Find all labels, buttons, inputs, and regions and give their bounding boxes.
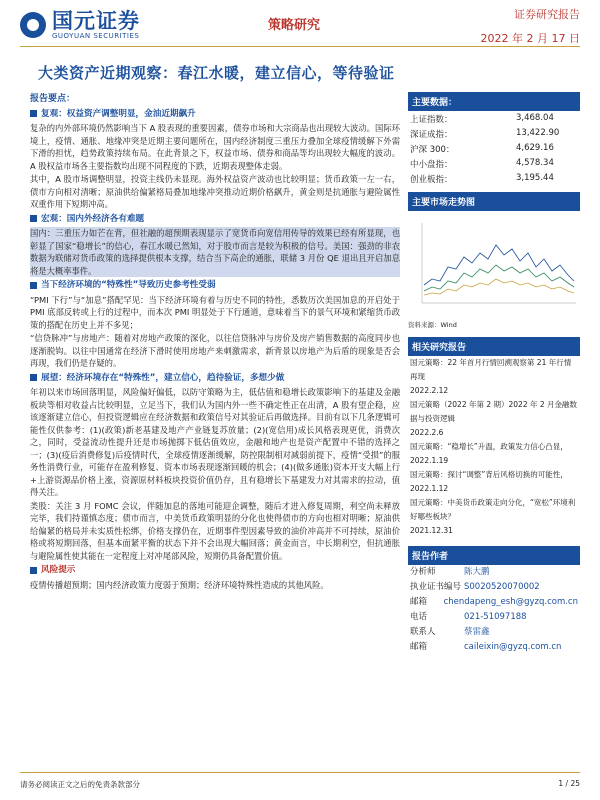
analyst-row xyxy=(410,565,578,580)
analyst-row xyxy=(410,625,578,640)
related-title: 国元策略：22 年首月行情回溯观察第 21 年行情再现 xyxy=(410,358,572,381)
chart-header: 主要市场走势图 xyxy=(408,192,580,211)
paragraph: “PMI 下行”与“加息”搭配罕见：当下经济环境有着与历史不同的特性，悉数历次美国加息的开启处于 PMI 底部反转或上行的过程中，而本次 PMI 明显处于下行通道，意味着当下的景气环境和紧缩货币政策的搭配在历史上并不多见； xyxy=(30,294,400,330)
chart-source: 资料来源：Wind xyxy=(408,321,457,329)
bullet-icon xyxy=(30,282,37,289)
report-title: 大类资产近期观察：春江水暖，建立信心，等待验证 xyxy=(38,64,395,82)
bullet-icon xyxy=(30,215,37,222)
analyst-key: 邮箱 xyxy=(410,597,428,607)
related-date: 2022.2.12 xyxy=(410,386,449,395)
index-value: 3,195.44 xyxy=(516,173,554,183)
analyst-key: 执业证书编号 xyxy=(410,582,462,592)
analyst-row xyxy=(410,610,578,625)
paragraph: 复杂的内外部环境仍然影响当下 A 股表现的重要因素，债券市场和大宗商品也出现较大波动。国际环境上，疫情、通胀、地缘冲突是近期主要问题所在，国内经济制度三重压力叠加全球疫情缓解下外需下滑的担忧，趋势政策持续布局。在此背景之下，权益市场、债券和商品等均出现较大幅度的波动。A 股权益市场各主要指数均出现不同程度的下跌，近期表现整体走弱。 xyxy=(30,123,400,171)
paragraph: 类股：关注 3 月 FOMC 会议，伴随加息的落地可能迎企调整，随后才进入修复周期，利空尚未释放完毕，我们持谨慎态度；债市而言，中美货币政策明显的分化也使得债市的方向也相对明晰；原油供给偏紧的格局并未实质性松绑，价格支撑仍在，近期事件型因素导致的油价冲高并不可持续，原油价格或将短期回落，但基本面紧平衡的状态下并不会出现大幅回落；黄金而言，中长期利空，但抗通胀与避险属性使其能在一定程度上对冲尾部风险，短期仍具备配置价值。 xyxy=(30,500,400,561)
data-header: 主要数据： xyxy=(408,92,580,111)
company-logo xyxy=(20,10,140,40)
analyst-key: 邮箱 xyxy=(410,642,428,652)
analyst-row xyxy=(410,580,578,595)
trend-line-gold xyxy=(424,279,574,295)
analyst-key: 分析师 xyxy=(410,567,436,577)
section-heading: 宏观：国内外经济各有难题 xyxy=(30,213,400,226)
logo-icon xyxy=(20,12,46,38)
related-list xyxy=(408,356,580,538)
index-row xyxy=(408,126,580,141)
sidebar xyxy=(408,92,580,655)
page-footer xyxy=(20,772,580,790)
report-type: 策略研究 xyxy=(268,18,321,33)
analyst-value: chendapeng_esh@gyzq.com.cn xyxy=(443,597,578,607)
related-date: 2022.1.12 xyxy=(410,484,449,493)
index-row xyxy=(408,141,580,156)
analyst-value: 陈大鹏 xyxy=(464,567,490,577)
related-title: 国元策略：探讨“调整”背后风格切换的可能性， xyxy=(410,470,568,479)
header-divider xyxy=(20,46,580,47)
summary-label: 报告要点： xyxy=(30,94,76,104)
bullet-icon xyxy=(30,567,37,574)
related-header: 相关研究报告 xyxy=(408,337,580,356)
logo-en: GUOYUAN SECURITIES xyxy=(52,32,140,40)
index-list xyxy=(408,111,580,186)
paragraph: 疫情传播超预期；国内经济政策力度弱于预期；经济环境特殊性造成的其他风险。 xyxy=(30,579,329,590)
related-report[interactable] xyxy=(408,356,580,398)
market-trend-chart xyxy=(408,215,580,315)
report-date: 2022 年 2 月 17 日 xyxy=(480,32,580,45)
index-name: 深证成指： xyxy=(410,130,453,140)
page-number: 1 / 25 xyxy=(558,779,580,788)
related-title: 国元策略（2022 年第 2 期）2022 年 2 月金融数据与投资逻辑 xyxy=(410,400,578,423)
index-name: 上证指数： xyxy=(410,115,453,125)
paragraph: “信贷脉冲”与房地产：随着对房地产政策的深化，以往信贷脉冲与房价及房产销售数据的高度同步也逐渐脱钩。以往中国通常在经济下滑时使用房地产来刺激需求，新背景以房地产为后盾的现象是否会再现，我们仍是存疑的。 xyxy=(30,333,400,368)
logo-cn: 国元证券 xyxy=(52,9,140,33)
bullet-icon xyxy=(30,374,37,381)
related-date: 2022.1.19 xyxy=(410,456,449,465)
section-heading: 展望：经济环境存在“特殊性”，建立信心，趋待验证，多想少做 xyxy=(30,372,400,385)
related-report[interactable] xyxy=(408,496,580,538)
summary-column xyxy=(30,92,400,592)
related-title: 国元策略：“稳增长”升温，政策发力信心凸显， xyxy=(410,442,568,451)
section-heading: 复观：权益资产调整明显，金油近期飙升 xyxy=(30,108,400,121)
analyst-list xyxy=(408,565,580,655)
index-value: 4,629.16 xyxy=(516,143,554,153)
related-report[interactable] xyxy=(408,440,580,468)
related-title: 国元策略：中美货币政策走向分化，“宽松”环境利好哪些板块？ xyxy=(410,498,576,521)
disclaimer: 请务必阅读正文之后的免责条款部分 xyxy=(20,780,140,789)
index-name: 创业板指： xyxy=(410,175,453,185)
analyst-row xyxy=(410,595,578,610)
index-name: 沪深 300： xyxy=(410,145,455,155)
trend-line-blue xyxy=(424,245,574,285)
index-value: 4,578.34 xyxy=(516,158,554,168)
paragraph: 其中，A 股市场调整明显，投资主线仍未显现。海外权益资产波动也比较明显；货币政策一左一右，债市方向相对清晰；原油供给偏紧格局叠加地缘冲突推动近期价格飙升，黄金则是抗通胀与避险属性双重作用下短期冲高。 xyxy=(30,174,400,209)
index-name: 中小盘指： xyxy=(410,160,453,170)
bullet-icon xyxy=(30,110,37,117)
index-row xyxy=(408,111,580,126)
analyst-value: caileixin@gyzq.com.cn xyxy=(464,642,562,652)
report-label: 证券研究报告 xyxy=(514,8,580,21)
analyst-key: 联系人 xyxy=(410,627,436,637)
analyst-value: 蔡雷鑫 xyxy=(464,627,490,637)
section-heading: 当下经济环境的“特殊性”导致历史参考性受弱 xyxy=(30,279,400,292)
related-report[interactable] xyxy=(408,398,580,440)
index-row xyxy=(408,156,580,171)
index-value: 3,468.04 xyxy=(516,113,554,123)
related-date: 2022.2.6 xyxy=(410,428,444,437)
section-heading: 风险提示 xyxy=(30,564,400,577)
page-header xyxy=(0,0,600,48)
paragraph: 国内：三重压力如芒在背，但社融的超预期表现显示了宽货币向宽信用传导的效果已经有所显现，也彰显了国家“稳增长”的信心，春江水暖已然知，对于股市而言是较为积极的信号。美国：强劲的非农数据为联储对货币政策的选择提供根本支撑，结合当下高企的通胀，联储 3 月份 QE 退出且开启加息将是大概率事件。 xyxy=(30,228,400,276)
index-value: 13,422.90 xyxy=(516,128,560,138)
index-row xyxy=(408,171,580,186)
related-date: 2021.12.31 xyxy=(410,526,453,535)
analyst-key: 电话 xyxy=(410,612,428,622)
paragraph: 年初以来市场回落明显，风险偏好偏低，以防守策略为主，低估值和稳增长政策影响下的基建及金融板块等相对收益占比较明显，立足当下，我们认为国内外一些不确定性正在出清，A 股有望企稳，应该逐渐建立信心，但投资逻辑应在经济数据和政策信号对其验证后再做选择。目前有以下几条逻辑可能性仅供参考：(1)(政策)新老基建及地产产业链复苏放量；(2)(宽信用)成长风格表现更优，消费次之，同时，受益流动性提升还是市场抛掷下低估值效应，金融和地产也是资产配置中不错的选择之一；(3)(疫后消费修复)后疫情时代，全球疫情逐渐缓解，防控限制相对减弱前提下，疫情“受损”的服务性消费行业，可能存在盈利修复、资本市场表现逐渐回暖的机会；(4)(做多通胀)资本开支大幅上行+上游资源品价格上涨，资源原材料板块投资价值仍存，且有稳增长下基建发力对其需求的拉动，值得关注。 xyxy=(30,387,400,497)
analyst-value: 021-51097188 xyxy=(464,612,527,622)
analyst-value: S0020520070002 xyxy=(464,582,540,592)
related-report[interactable] xyxy=(408,468,580,496)
analyst-row xyxy=(410,640,578,655)
analyst-header: 报告作者 xyxy=(408,546,580,565)
